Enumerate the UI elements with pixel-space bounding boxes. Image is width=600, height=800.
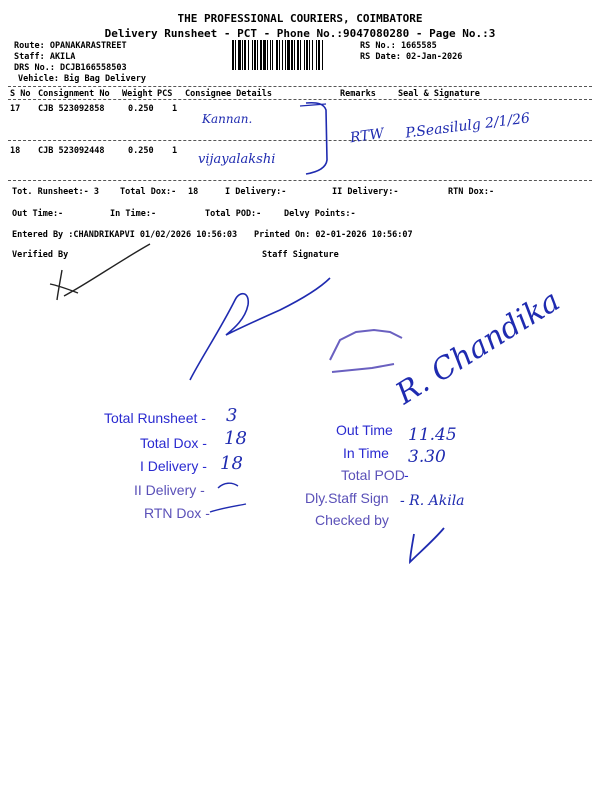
out-time-label: Out Time:- (12, 209, 64, 219)
chandika-signature: R. Chandika (389, 283, 567, 412)
row-consignee-handwritten: vijayalakshi (198, 152, 276, 167)
stamp-ii-delivery-label: II Delivery - (134, 482, 205, 498)
verified-by-label: Verified By (12, 250, 69, 260)
col-consignment-no: Consignment No (38, 89, 110, 99)
entered-by: Entered By :CHANDRIKAPVI 01/02/2026 10:56:03 (12, 230, 238, 240)
row-weight: 0.250 (128, 146, 154, 156)
rtn-dox-label: RTN Dox:- (448, 187, 495, 197)
stamp-total-runsheet-value: 3 (226, 405, 238, 426)
printed-on: Printed On: 02-01-2026 10:56:07 (254, 230, 413, 240)
total-runsheet: Tot. Runsheet:- 3 (12, 187, 99, 197)
col-pcs: PCS (157, 89, 173, 99)
col-consignee: Consignee Details (185, 89, 272, 99)
stamp-in-time-value: 3.30 (408, 447, 446, 467)
total-pod-label: Total POD:- (205, 209, 262, 219)
in-time-label: In Time:- (110, 209, 157, 219)
runsheet-subtitle: Delivery Runsheet - PCT - Phone No.:9047080280 - Page No.:3 (104, 27, 496, 40)
staff-signature-label: Staff Signature (262, 250, 339, 260)
stamp-rtn-dox-label: RTN Dox - (144, 505, 210, 521)
stamp-out-time-label: Out Time (336, 422, 393, 438)
row-pcs: 1 (172, 104, 178, 114)
stamp-staff-sign-label: Dly.Staff Sign (305, 490, 389, 506)
stamp-i-delivery-label: I Delivery - (140, 458, 207, 474)
row-consignment-no: CJB 523092448 (38, 146, 105, 156)
col-sno: S No (10, 89, 31, 99)
col-weight: Weight (122, 89, 153, 99)
row-consignment-no: CJB 523092858 (38, 104, 105, 114)
remarks-handwritten: RTW (349, 125, 385, 147)
ii-delivery-label: II Delivery:- (332, 187, 399, 197)
company-title: THE PROFESSIONAL COURIERS, COIMBATORE (177, 12, 423, 25)
row-sno: 17 (10, 104, 21, 114)
stamp-staff-sign-value: - R. Akila (400, 493, 465, 509)
total-dox-value: 18 (188, 187, 199, 197)
col-remarks: Remarks (340, 89, 376, 99)
drs-number: DRS No.: DCJB166558503 (14, 63, 127, 73)
col-seal: Seal & Signature (398, 89, 480, 99)
total-dox-label: Total Dox:- (120, 187, 177, 197)
row-weight: 0.250 (128, 104, 154, 114)
rs-number: RS No.: 1665585 (360, 41, 437, 51)
stamp-checked-by-label: Checked by (315, 512, 389, 528)
row-pcs: 1 (172, 146, 178, 156)
vehicle-label: Vehicle: Big Bag Delivery (18, 74, 146, 84)
row-consignee-handwritten: Kannan. (202, 112, 253, 126)
delvy-points-label: Delvy Points:- (284, 209, 356, 219)
stamp-i-delivery-value: 18 (220, 453, 243, 474)
stamp-out-time-value: 11.45 (408, 425, 457, 445)
i-delivery-label: I Delivery:- (225, 187, 287, 197)
stamp-total-dox-value: 18 (224, 428, 247, 449)
route-label: Route: OPANAKARASTREET (14, 41, 127, 51)
seal-signature-handwritten: P.Seasilulg 2/1/26 (404, 110, 531, 142)
stamp-total-runsheet-label: Total Runsheet - (104, 410, 206, 426)
stamp-in-time-label: In Time (343, 445, 389, 461)
staff-label: Staff: AKILA (14, 52, 76, 62)
rs-date: RS Date: 02-Jan-2026 (360, 52, 463, 62)
stamp-total-pod-label: Total POD (341, 467, 405, 483)
stamp-total-pod-value: - (404, 467, 409, 483)
stamp-total-dox-label: Total Dox - (140, 435, 207, 451)
row-sno: 18 (10, 146, 21, 156)
